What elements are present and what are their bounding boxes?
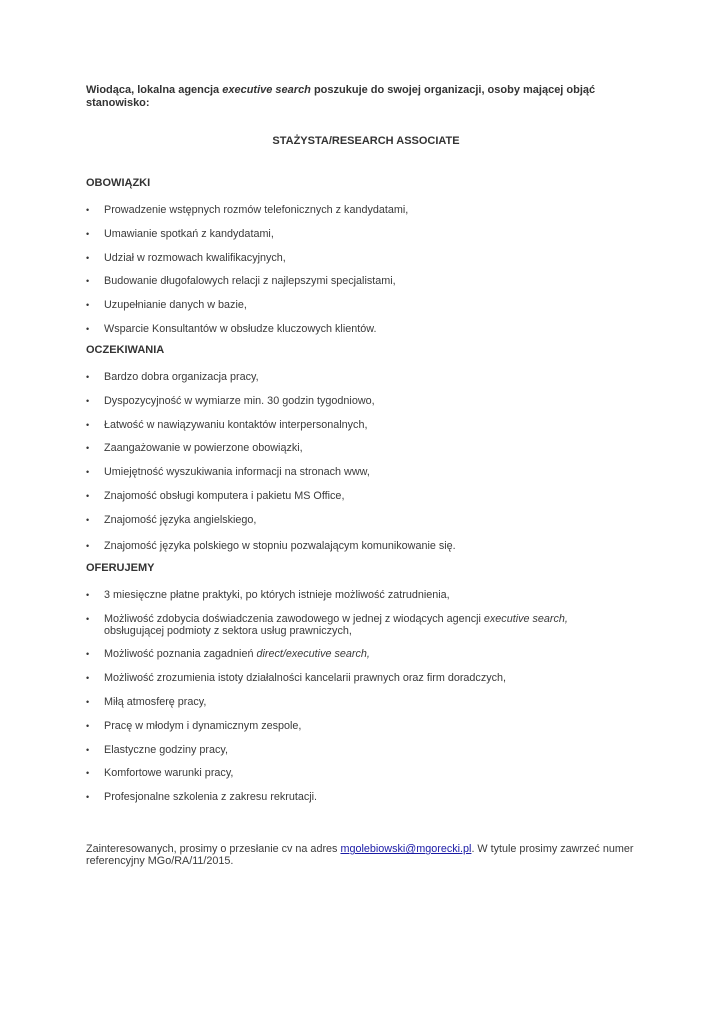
list-item: • Profesjonalne szkolenia z zakresu rekrutacji. (86, 791, 318, 804)
section-heading-oferujemy: OFERUJEMY (86, 561, 155, 574)
list-item: • Dyspozycyjność w wymiarze min. 30 godzin tygodniowo, (86, 394, 375, 407)
section-heading-oczekiwania: OCZEKIWANIA (86, 343, 165, 356)
list-item: • Bardzo dobra organizacja pracy, (86, 370, 259, 383)
list-obowiazki (86, 204, 646, 335)
email-link[interactable]: mgolebiowski@mgorecki.pl (340, 843, 472, 856)
bullet-icon: • (86, 744, 90, 755)
list-item: • Udział w rozmowach kwalifikacyjnych, (86, 251, 286, 264)
list-item: • Znajomość języka polskiego w stopniu pozwalającym komunikowanie się. (86, 539, 456, 552)
list-item: • Pracę w młodym i dynamicznym zespole, (86, 719, 302, 732)
bullet-icon: • (86, 371, 90, 382)
list-item: • Możliwość poznania zagadnień direct/executive search, (86, 648, 370, 661)
bullet-icon: • (86, 205, 90, 215)
bullet-icon: • (86, 649, 90, 660)
list-item: • Łatwość w nawiązywaniu kontaktów interpersonalnych, (86, 418, 368, 431)
bullet-icon: • (86, 467, 90, 478)
list-item: • Zaangażowanie w powierzone obowiązki, (86, 442, 303, 455)
intro-emphasis: executive search (222, 84, 311, 96)
list-item: • Możliwość zrozumienia istoty działalności kancelarii prawnych oraz firm doradczych, (86, 672, 507, 685)
list-item: • Umiejętność wyszukiwania informacji na stronach www, (86, 466, 370, 479)
bullet-icon: • (86, 792, 90, 803)
job-title: STAŻYSTA/RESEARCH ASSOCIATE (272, 135, 460, 147)
list-item: • Miłą atmosferę pracy, (86, 695, 207, 708)
bullet-icon: • (86, 768, 90, 779)
section-heading-obowiazki: OBOWIĄZKI (86, 177, 151, 189)
list-item: • Znajomość obsługi komputera i pakietu MS Office, (86, 489, 345, 502)
intro-text-before: Wiodąca, lokalna agencja (86, 84, 223, 96)
bullet-icon: • (86, 696, 90, 707)
closing-text-after: . W tytule prosimy zawrzeć numer referencyjny MGo/RA/11/2015. (86, 843, 634, 868)
bullet-icon: • (86, 589, 90, 600)
bullet-icon: • (86, 514, 90, 525)
list-oczekiwania (86, 371, 646, 552)
bullet-icon: • (86, 276, 90, 287)
bullet-icon: • (86, 228, 90, 239)
bullet-icon: • (86, 490, 90, 501)
bullet-icon: • (86, 395, 90, 406)
bullet-icon: • (86, 252, 90, 263)
list-item: • 3 miesięczne płatne praktyki, po których istnieje możliwość zatrudnienia, (86, 588, 450, 601)
bullet-icon: • (86, 323, 90, 334)
list-item: • Możliwość zdobycia doświadczenia zawodowego w jednej z wiodących agencji executive search, obsługującej podmioty z sektora usług prawniczych, (86, 612, 568, 637)
intro-text-after: poszukuje do swojej organizacji, osoby mającej objąć stanowisko: (86, 84, 596, 109)
list-item: • Prowadzenie wstępnych rozmów telefonicznych z kandydatami, (86, 204, 409, 216)
bullet-icon: • (86, 673, 90, 684)
list-item: • Wsparcie Konsultantów w obsłudze kluczowych klientów. (86, 322, 377, 335)
bullet-icon: • (86, 720, 90, 731)
list-item: • Znajomość języka angielskiego, (86, 513, 257, 526)
closing-paragraph (86, 843, 646, 867)
bullet-icon: • (86, 419, 90, 430)
list-item: • Elastyczne godziny pracy, (86, 743, 229, 756)
document-page (86, 84, 646, 878)
bullet-icon: • (86, 443, 90, 454)
list-item: • Budowanie długofalowych relacji z najlepszymi specjalistami, (86, 275, 396, 288)
list-oferujemy (86, 589, 646, 803)
closing-text-before: Zainteresowanych, prosimy o przesłanie cv na adres (86, 843, 341, 856)
list-item: • Komfortowe warunki pracy, (86, 767, 234, 780)
bullet-icon: • (86, 540, 90, 551)
intro-paragraph (86, 84, 646, 110)
list-item: • Umawianie spotkań z kandydatami, (86, 227, 274, 240)
bullet-icon: • (86, 300, 90, 311)
bullet-icon: • (86, 613, 90, 624)
list-item: • Uzupełnianie danych w bazie, (86, 299, 247, 312)
